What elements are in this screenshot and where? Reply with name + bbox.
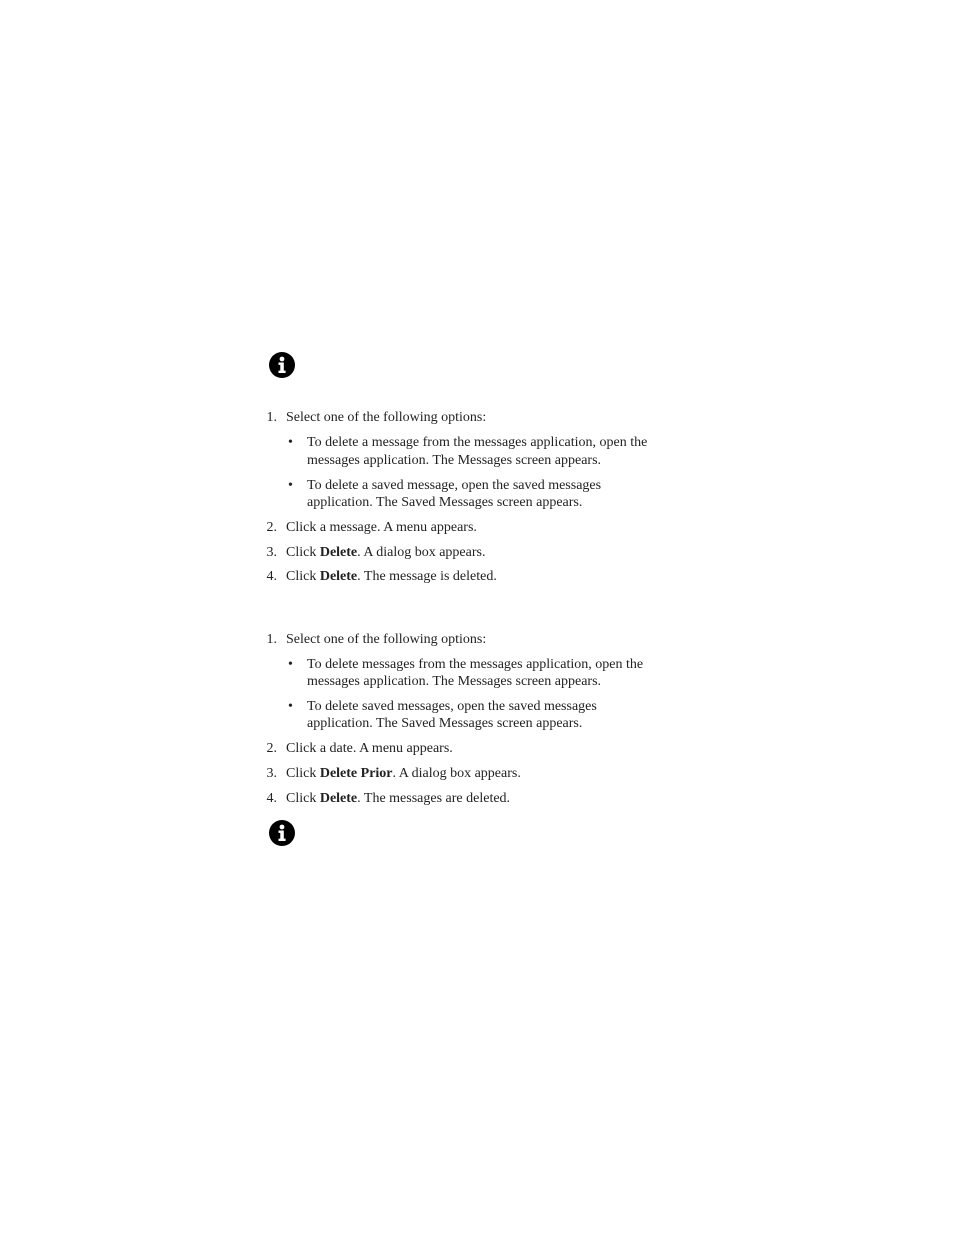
step-text-part: . The message is deleted. <box>357 569 497 584</box>
step-number: 3. <box>266 766 277 781</box>
step-text: Select one of the following options: <box>286 632 487 647</box>
option-text: To delete saved messages, open the saved messages <box>307 699 597 714</box>
step-text: Click a message. A menu appears. <box>286 520 477 535</box>
step-text <box>286 790 510 808</box>
option-text: application. The Saved Messages screen appears. <box>307 716 583 731</box>
bullet: • <box>288 657 293 672</box>
step-text-part: . A dialog box appears. <box>392 766 521 781</box>
step-text-part: Click <box>286 791 320 806</box>
step-text <box>286 765 521 783</box>
step-number: 2. <box>266 520 277 535</box>
bullet: • <box>288 435 293 450</box>
step-text-part: . A dialog box appears. <box>357 545 486 560</box>
step-text: Select one of the following options: <box>286 410 487 425</box>
step-text: Click a date. A menu appears. <box>286 741 453 756</box>
step-number: 4. <box>266 569 277 584</box>
step-number: 1. <box>266 632 277 647</box>
ui-term: Delete Prior <box>319 766 393 781</box>
step-text-part: Click <box>286 766 320 781</box>
bullet: • <box>288 699 293 714</box>
step-text-part: . The messages are deleted. <box>357 791 511 806</box>
option-text: application. The Saved Messages screen appears. <box>307 495 583 510</box>
ui-term: Delete <box>319 791 358 806</box>
step-number: 3. <box>266 545 277 560</box>
option-text: To delete a message from the messages application, open the <box>307 435 648 450</box>
option-text: To delete a saved message, open the saved messages <box>307 478 602 493</box>
step-text-part: Click <box>286 569 320 584</box>
ui-term: Delete <box>319 569 358 584</box>
step-number: 4. <box>266 791 277 806</box>
option-text: messages application. The Messages screen appears. <box>307 674 602 689</box>
step-text <box>286 544 485 562</box>
info-icon <box>269 352 295 378</box>
step-number: 1. <box>266 410 277 425</box>
step-text-part: Click <box>286 545 320 560</box>
step-number: 2. <box>266 741 277 756</box>
info-icon <box>269 820 295 846</box>
option-text: To delete messages from the messages application, open the <box>307 657 644 672</box>
step-text <box>286 568 497 586</box>
option-text: messages application. The Messages screen appears. <box>307 453 602 468</box>
bullet: • <box>288 478 293 493</box>
ui-term: Delete <box>319 545 358 560</box>
